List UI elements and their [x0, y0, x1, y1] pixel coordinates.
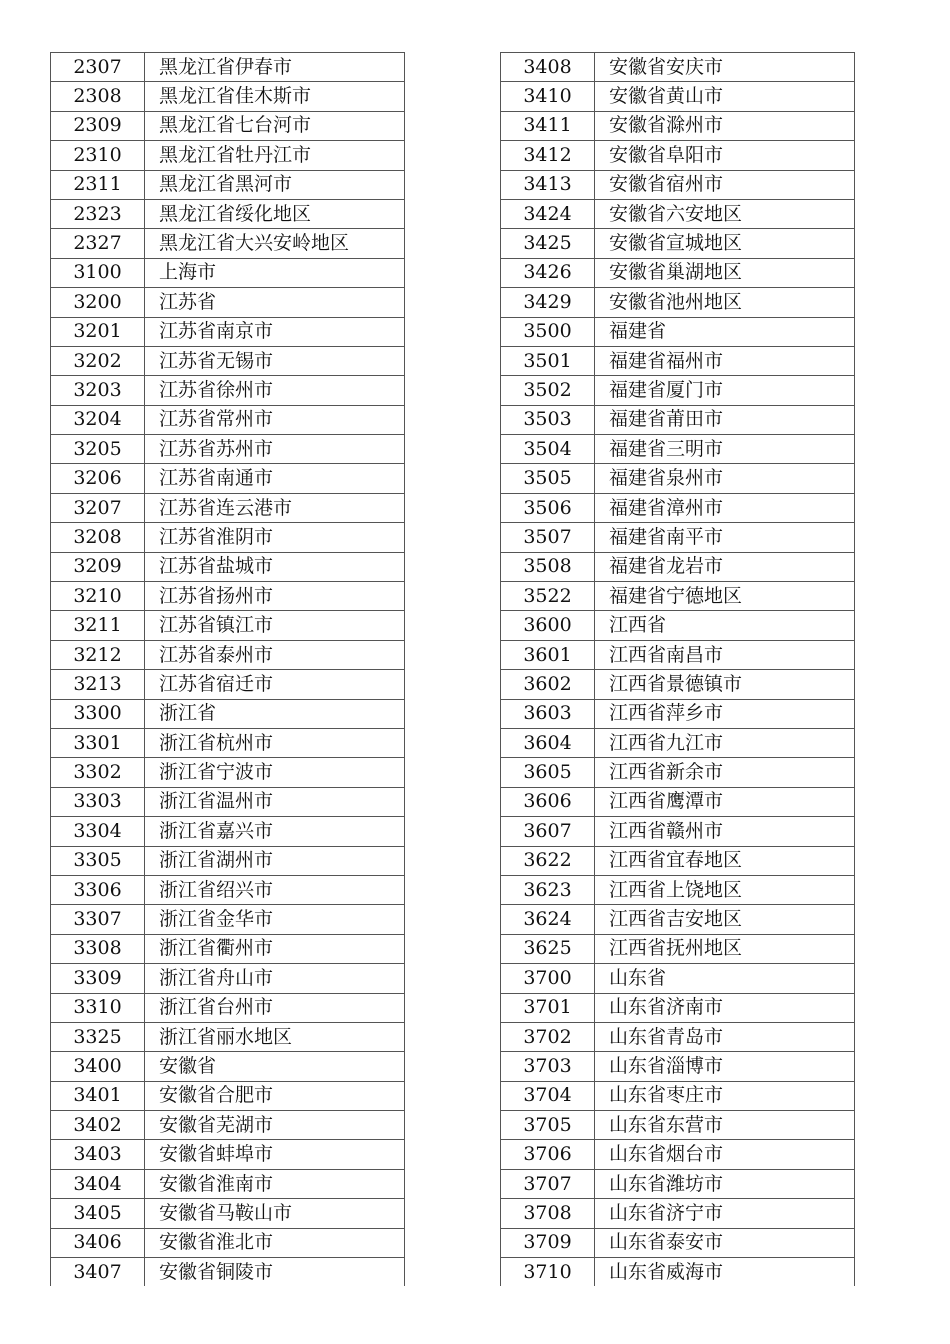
- region-name-cell: 江苏省无锡市: [145, 346, 405, 375]
- region-name-cell: 浙江省绍兴市: [145, 875, 405, 904]
- region-name-cell: 安徽省宿州市: [595, 170, 855, 199]
- region-code-cell: 3504: [501, 435, 595, 464]
- region-name-cell: 福建省三明市: [595, 435, 855, 464]
- table-row: [51, 141, 405, 170]
- region-code-cell: 3301: [51, 728, 145, 757]
- region-name-cell: 安徽省: [145, 1052, 405, 1081]
- table-row: [51, 817, 405, 846]
- region-name-cell: 江西省萍乡市: [595, 699, 855, 728]
- table-row: [51, 611, 405, 640]
- region-code-cell: 3208: [51, 523, 145, 552]
- region-code-cell: 3606: [501, 787, 595, 816]
- region-code-cell: 2309: [51, 111, 145, 140]
- region-name-cell: 安徽省六安地区: [595, 199, 855, 228]
- region-name-cell: 安徽省铜陵市: [145, 1258, 405, 1287]
- region-code-cell: 3506: [501, 493, 595, 522]
- region-code-cell: 3306: [51, 875, 145, 904]
- region-code-cell: 3310: [51, 993, 145, 1022]
- table-row: [501, 817, 855, 846]
- region-name-cell: 安徽省合肥市: [145, 1081, 405, 1110]
- table-row: [501, 53, 855, 82]
- region-code-cell: 3203: [51, 376, 145, 405]
- region-code-cell: 2307: [51, 53, 145, 82]
- table-row: [501, 1022, 855, 1051]
- table-row: [51, 905, 405, 934]
- region-name-cell: 江苏省宿迁市: [145, 670, 405, 699]
- region-code-cell: 3703: [501, 1052, 595, 1081]
- region-name-cell: 山东省青岛市: [595, 1022, 855, 1051]
- table-row: [501, 82, 855, 111]
- region-code-cell: 3705: [501, 1111, 595, 1140]
- region-name-cell: 安徽省宣城地区: [595, 229, 855, 258]
- table-row: [501, 964, 855, 993]
- table-row: [51, 258, 405, 287]
- region-name-cell: 福建省莆田市: [595, 405, 855, 434]
- region-code-cell: 2310: [51, 141, 145, 170]
- table-row: [51, 964, 405, 993]
- region-code-cell: 3508: [501, 552, 595, 581]
- region-name-cell: 山东省枣庄市: [595, 1081, 855, 1110]
- region-code-cell: 3401: [51, 1081, 145, 1110]
- table-row: [501, 1228, 855, 1257]
- region-name-cell: 山东省威海市: [595, 1258, 855, 1287]
- region-name-cell: 江西省南昌市: [595, 640, 855, 669]
- table-row: [51, 875, 405, 904]
- region-code-cell: 3701: [501, 993, 595, 1022]
- table-row: [51, 464, 405, 493]
- region-code-cell: 3309: [51, 964, 145, 993]
- region-code-cell: 3305: [51, 846, 145, 875]
- region-name-cell: 浙江省金华市: [145, 905, 405, 934]
- region-name-cell: 福建省: [595, 317, 855, 346]
- table-row: [501, 493, 855, 522]
- table-row: [501, 1111, 855, 1140]
- table-row: [51, 405, 405, 434]
- region-name-cell: 安徽省淮北市: [145, 1228, 405, 1257]
- table-row: [501, 728, 855, 757]
- region-code-cell: 3503: [501, 405, 595, 434]
- table-row: [51, 1022, 405, 1051]
- table-row: [51, 993, 405, 1022]
- region-code-cell: 3710: [501, 1258, 595, 1287]
- region-name-cell: 黑龙江省牡丹江市: [145, 141, 405, 170]
- region-name-cell: 福建省龙岩市: [595, 552, 855, 581]
- table-row: [51, 53, 405, 82]
- region-name-cell: 江西省景德镇市: [595, 670, 855, 699]
- region-code-cell: 3411: [501, 111, 595, 140]
- region-name-cell: 江西省吉安地区: [595, 905, 855, 934]
- table-row: [501, 288, 855, 317]
- region-code-cell: 3709: [501, 1228, 595, 1257]
- region-name-cell: 浙江省台州市: [145, 993, 405, 1022]
- table-row: [501, 1169, 855, 1198]
- region-code-cell: 3424: [501, 199, 595, 228]
- table-row: [51, 728, 405, 757]
- region-name-cell: 浙江省舟山市: [145, 964, 405, 993]
- region-name-cell: 黑龙江省大兴安岭地区: [145, 229, 405, 258]
- table-row: [501, 346, 855, 375]
- table-row: [51, 552, 405, 581]
- region-code-cell: 3505: [501, 464, 595, 493]
- region-code-cell: 3302: [51, 758, 145, 787]
- region-name-cell: 黑龙江省佳木斯市: [145, 82, 405, 111]
- region-name-cell: 山东省东营市: [595, 1111, 855, 1140]
- region-code-cell: 2311: [51, 170, 145, 199]
- region-code-cell: 3601: [501, 640, 595, 669]
- table-row: [51, 934, 405, 963]
- region-code-cell: 3202: [51, 346, 145, 375]
- region-code-cell: 3404: [51, 1169, 145, 1198]
- region-code-cell: 3210: [51, 582, 145, 611]
- table-row: [51, 1140, 405, 1169]
- region-name-cell: 江西省上饶地区: [595, 875, 855, 904]
- region-name-cell: 山东省淄博市: [595, 1052, 855, 1081]
- table-row: [501, 934, 855, 963]
- region-code-cell: 3600: [501, 611, 595, 640]
- table-row: [501, 552, 855, 581]
- table-row: [501, 141, 855, 170]
- region-code-cell: 3502: [501, 376, 595, 405]
- region-name-cell: 江苏省镇江市: [145, 611, 405, 640]
- table-row: [51, 787, 405, 816]
- table-row: [51, 758, 405, 787]
- region-code-cell: 3604: [501, 728, 595, 757]
- region-code-cell: 3700: [501, 964, 595, 993]
- table-row: [501, 905, 855, 934]
- table-row: [501, 758, 855, 787]
- region-name-cell: 浙江省温州市: [145, 787, 405, 816]
- table-row: [51, 670, 405, 699]
- region-name-cell: 安徽省巢湖地区: [595, 258, 855, 287]
- region-name-cell: 安徽省阜阳市: [595, 141, 855, 170]
- table-row: [501, 846, 855, 875]
- table-row: [51, 1228, 405, 1257]
- region-name-cell: 江苏省南京市: [145, 317, 405, 346]
- region-code-cell: 3206: [51, 464, 145, 493]
- table-row: [51, 435, 405, 464]
- table-row: [501, 875, 855, 904]
- table-row: [501, 405, 855, 434]
- table-row: [51, 846, 405, 875]
- region-name-cell: 山东省潍坊市: [595, 1169, 855, 1198]
- table-row: [51, 1199, 405, 1228]
- table-row: [501, 229, 855, 258]
- region-code-cell: 3205: [51, 435, 145, 464]
- region-code-cell: 3707: [501, 1169, 595, 1198]
- region-code-cell: 3406: [51, 1228, 145, 1257]
- region-code-cell: 3500: [501, 317, 595, 346]
- region-name-cell: 浙江省丽水地区: [145, 1022, 405, 1051]
- region-name-cell: 江西省鹰潭市: [595, 787, 855, 816]
- region-name-cell: 福建省漳州市: [595, 493, 855, 522]
- region-code-cell: 3303: [51, 787, 145, 816]
- region-code-table-left: [50, 52, 405, 1286]
- region-code-cell: 3425: [501, 229, 595, 258]
- region-name-cell: 浙江省嘉兴市: [145, 817, 405, 846]
- region-code-cell: 3501: [501, 346, 595, 375]
- table-row: [501, 1199, 855, 1228]
- region-code-cell: 2327: [51, 229, 145, 258]
- region-name-cell: 江苏省扬州市: [145, 582, 405, 611]
- table-body-left: [51, 53, 405, 1287]
- table-row: [51, 111, 405, 140]
- region-code-cell: 3507: [501, 523, 595, 552]
- region-name-cell: 安徽省马鞍山市: [145, 1199, 405, 1228]
- region-code-cell: 3304: [51, 817, 145, 846]
- table-row: [51, 317, 405, 346]
- region-name-cell: 安徽省蚌埠市: [145, 1140, 405, 1169]
- region-name-cell: 江西省宜春地区: [595, 846, 855, 875]
- region-code-cell: 3607: [501, 817, 595, 846]
- region-code-cell: 3704: [501, 1081, 595, 1110]
- table-row: [51, 1052, 405, 1081]
- table-row: [501, 787, 855, 816]
- region-code-cell: 3602: [501, 670, 595, 699]
- region-code-cell: 3708: [501, 1199, 595, 1228]
- table-row: [51, 1169, 405, 1198]
- region-name-cell: 上海市: [145, 258, 405, 287]
- region-code-cell: 3403: [51, 1140, 145, 1169]
- region-name-cell: 江苏省苏州市: [145, 435, 405, 464]
- table-row: [501, 582, 855, 611]
- region-name-cell: 安徽省黄山市: [595, 82, 855, 111]
- region-code-cell: 3605: [501, 758, 595, 787]
- table-body-right: [501, 53, 855, 1287]
- region-name-cell: 江西省九江市: [595, 728, 855, 757]
- table-row: [51, 582, 405, 611]
- table-row: [501, 993, 855, 1022]
- table-row: [51, 82, 405, 111]
- region-code-cell: 2323: [51, 199, 145, 228]
- region-name-cell: 福建省福州市: [595, 346, 855, 375]
- region-code-cell: 3213: [51, 670, 145, 699]
- table-row: [501, 1052, 855, 1081]
- region-name-cell: 江西省新余市: [595, 758, 855, 787]
- region-code-table-right: [500, 52, 855, 1286]
- region-code-cell: 3307: [51, 905, 145, 934]
- region-name-cell: 安徽省安庆市: [595, 53, 855, 82]
- table-row: [501, 111, 855, 140]
- region-name-cell: 江苏省徐州市: [145, 376, 405, 405]
- table-row: [51, 699, 405, 728]
- table-row: [501, 1081, 855, 1110]
- table-row: [51, 199, 405, 228]
- region-name-cell: 浙江省: [145, 699, 405, 728]
- region-code-cell: 3702: [501, 1022, 595, 1051]
- region-name-cell: 浙江省宁波市: [145, 758, 405, 787]
- region-name-cell: 安徽省淮南市: [145, 1169, 405, 1198]
- table-row: [51, 1081, 405, 1110]
- region-name-cell: 浙江省湖州市: [145, 846, 405, 875]
- region-name-cell: 江苏省连云港市: [145, 493, 405, 522]
- table-row: [51, 523, 405, 552]
- region-code-cell: 3408: [501, 53, 595, 82]
- region-code-cell: 2308: [51, 82, 145, 111]
- region-code-cell: 3407: [51, 1258, 145, 1287]
- region-code-cell: 3413: [501, 170, 595, 199]
- region-name-cell: 黑龙江省伊春市: [145, 53, 405, 82]
- region-name-cell: 江西省赣州市: [595, 817, 855, 846]
- table-row: [51, 346, 405, 375]
- table-row: [501, 170, 855, 199]
- table-row: [501, 699, 855, 728]
- region-code-cell: 3200: [51, 288, 145, 317]
- region-name-cell: 山东省泰安市: [595, 1228, 855, 1257]
- region-code-cell: 3624: [501, 905, 595, 934]
- region-name-cell: 江苏省淮阴市: [145, 523, 405, 552]
- region-code-cell: 3100: [51, 258, 145, 287]
- region-code-cell: 3426: [501, 258, 595, 287]
- region-name-cell: 福建省宁德地区: [595, 582, 855, 611]
- table-row: [51, 376, 405, 405]
- region-code-cell: 3429: [501, 288, 595, 317]
- region-code-cell: 3402: [51, 1111, 145, 1140]
- region-code-cell: 3623: [501, 875, 595, 904]
- table-row: [51, 640, 405, 669]
- region-name-cell: 江苏省泰州市: [145, 640, 405, 669]
- region-name-cell: 江苏省常州市: [145, 405, 405, 434]
- region-code-cell: 3325: [51, 1022, 145, 1051]
- table-row: [501, 640, 855, 669]
- region-name-cell: 江西省抚州地区: [595, 934, 855, 963]
- region-name-cell: 江苏省盐城市: [145, 552, 405, 581]
- table-row: [51, 1111, 405, 1140]
- region-code-cell: 3410: [501, 82, 595, 111]
- region-name-cell: 山东省济南市: [595, 993, 855, 1022]
- table-row: [501, 464, 855, 493]
- region-name-cell: 黑龙江省七台河市: [145, 111, 405, 140]
- region-code-cell: 3625: [501, 934, 595, 963]
- region-name-cell: 山东省: [595, 964, 855, 993]
- region-name-cell: 江西省: [595, 611, 855, 640]
- region-code-cell: 3603: [501, 699, 595, 728]
- table-row: [51, 170, 405, 199]
- region-name-cell: 浙江省衢州市: [145, 934, 405, 963]
- table-row: [501, 376, 855, 405]
- region-name-cell: 江苏省: [145, 288, 405, 317]
- region-name-cell: 浙江省杭州市: [145, 728, 405, 757]
- region-name-cell: 福建省泉州市: [595, 464, 855, 493]
- region-code-cell: 3522: [501, 582, 595, 611]
- table-row: [501, 1140, 855, 1169]
- region-code-cell: 3412: [501, 141, 595, 170]
- table-row: [501, 435, 855, 464]
- region-code-cell: 3209: [51, 552, 145, 581]
- region-name-cell: 山东省烟台市: [595, 1140, 855, 1169]
- region-name-cell: 安徽省芜湖市: [145, 1111, 405, 1140]
- region-code-cell: 3300: [51, 699, 145, 728]
- table-row: [501, 258, 855, 287]
- table-row: [51, 493, 405, 522]
- region-code-cell: 3405: [51, 1199, 145, 1228]
- region-name-cell: 黑龙江省黑河市: [145, 170, 405, 199]
- region-name-cell: 安徽省池州地区: [595, 288, 855, 317]
- region-code-cell: 3207: [51, 493, 145, 522]
- table-row: [501, 611, 855, 640]
- table-row: [501, 670, 855, 699]
- region-code-cell: 3400: [51, 1052, 145, 1081]
- table-row: [51, 1258, 405, 1287]
- table-row: [501, 317, 855, 346]
- region-name-cell: 福建省南平市: [595, 523, 855, 552]
- table-row: [51, 288, 405, 317]
- table-row: [501, 1258, 855, 1287]
- region-name-cell: 江苏省南通市: [145, 464, 405, 493]
- region-code-cell: 3201: [51, 317, 145, 346]
- region-name-cell: 黑龙江省绥化地区: [145, 199, 405, 228]
- region-code-cell: 3706: [501, 1140, 595, 1169]
- region-code-cell: 3211: [51, 611, 145, 640]
- table-row: [501, 199, 855, 228]
- region-name-cell: 福建省厦门市: [595, 376, 855, 405]
- region-code-cell: 3212: [51, 640, 145, 669]
- table-row: [51, 229, 405, 258]
- region-code-cell: 3308: [51, 934, 145, 963]
- region-name-cell: 安徽省滁州市: [595, 111, 855, 140]
- region-code-cell: 3622: [501, 846, 595, 875]
- region-name-cell: 山东省济宁市: [595, 1199, 855, 1228]
- region-code-cell: 3204: [51, 405, 145, 434]
- table-row: [501, 523, 855, 552]
